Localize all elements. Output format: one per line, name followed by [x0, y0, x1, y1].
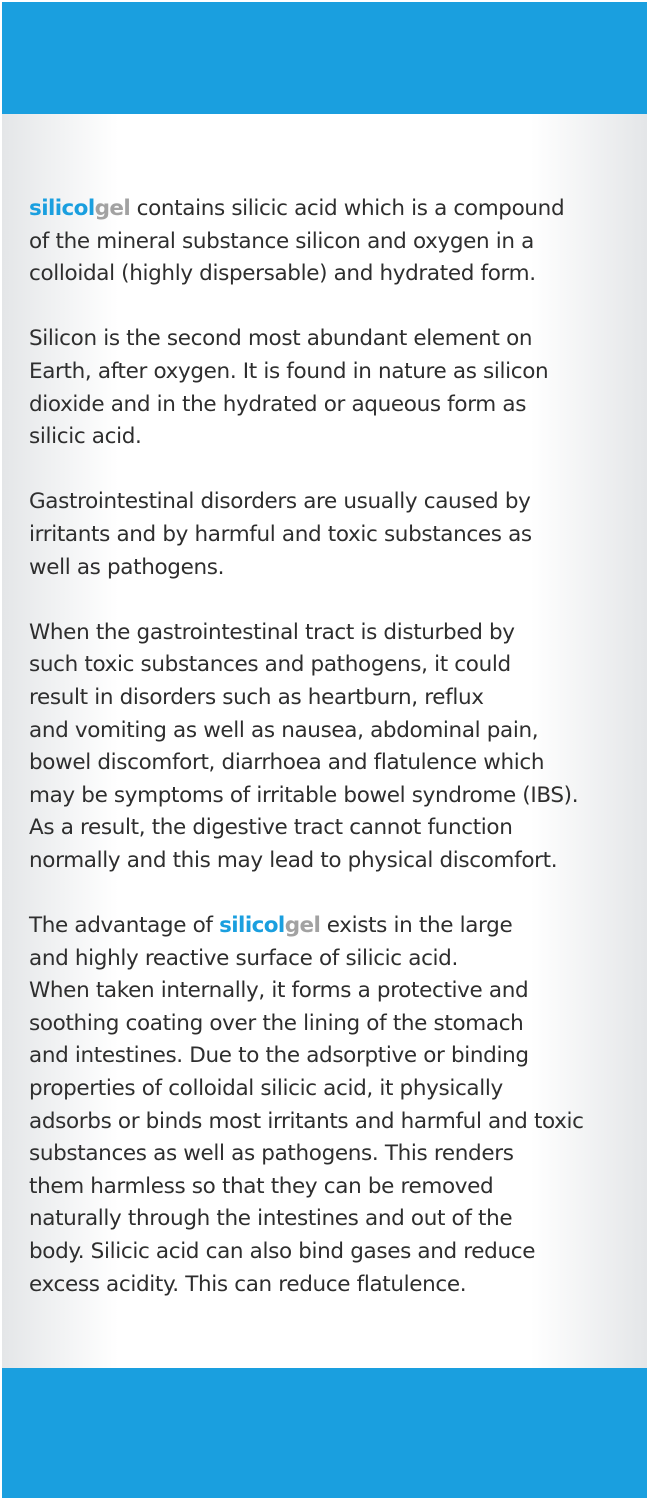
paragraph-disorders: [29, 486, 629, 584]
text-line: Silicon is the second most abundant element on: [29, 326, 533, 352]
paragraph-intro: [29, 193, 629, 291]
paragraph-advantage: [29, 910, 629, 1301]
body-text: [29, 193, 629, 1334]
paragraph-symptoms: [29, 617, 629, 878]
text-line: When taken internally, it forms a protective and: [29, 978, 529, 1004]
text-line: Gastrointestinal disorders are usually caused by: [29, 489, 531, 515]
text-line: may be symptoms of irritable bowel syndrome (IBS).: [29, 782, 579, 808]
text-line: of the mineral substance silicon and oxygen in a: [29, 228, 534, 254]
top-color-band: [2, 2, 647, 114]
text-line: well as pathogens.: [29, 554, 225, 580]
text-line: normally and this may lead to physical discomfort.: [29, 847, 558, 873]
text-line: such toxic substances and pathogens, it could: [29, 652, 511, 678]
text-line: and vomiting as well as nausea, abdominal pain,: [29, 717, 539, 743]
text-line: result in disorders such as heartburn, reflux: [29, 684, 484, 710]
text-line: The advantage of silicolgel exists in the large: [29, 913, 513, 939]
brand-name: silicolgel: [29, 196, 131, 221]
text-line: irritants and by harmful and toxic substances as: [29, 521, 532, 547]
text-line: As a result, the digestive tract cannot function: [29, 815, 513, 841]
text-line: bowel discomfort, diarrhoea and flatulence which: [29, 750, 545, 776]
paragraph-silicon: [29, 323, 629, 453]
text-line: excess acidity. This can reduce flatulence.: [29, 1271, 467, 1297]
text-line: Earth, after oxygen. It is found in nature as silicon: [29, 358, 549, 384]
text-line: silicic acid.: [29, 424, 142, 450]
text-line: silicolgel contains silicic acid which is a compound: [29, 196, 565, 221]
bottom-color-band: [2, 1368, 647, 1498]
text-line: adsorbs or binds most irritants and harmful and toxic: [29, 1108, 584, 1134]
text-line: properties of colloidal silicic acid, it physically: [29, 1076, 503, 1102]
text-line: body. Silicic acid can also bind gases and reduce: [29, 1239, 536, 1264]
text-line: substances as well as pathogens. This renders: [29, 1141, 514, 1167]
text-line: When the gastrointestinal tract is disturbed by: [29, 619, 515, 645]
text-line: naturally through the intestines and out of the: [29, 1206, 513, 1232]
text-line: them harmless so that they can be removed: [29, 1173, 494, 1199]
text-line: and highly reactive surface of silicic acid.: [29, 945, 458, 971]
text-line: and intestines. Due to the adsorptive or binding: [29, 1043, 529, 1069]
text-line: dioxide and in the hydrated or aqueous form as: [29, 391, 527, 417]
text-line: colloidal (highly dispersable) and hydrated form.: [29, 261, 536, 287]
brand-name: silicolgel: [219, 913, 321, 939]
text-line: soothing coating over the lining of the stomach: [29, 1010, 524, 1036]
